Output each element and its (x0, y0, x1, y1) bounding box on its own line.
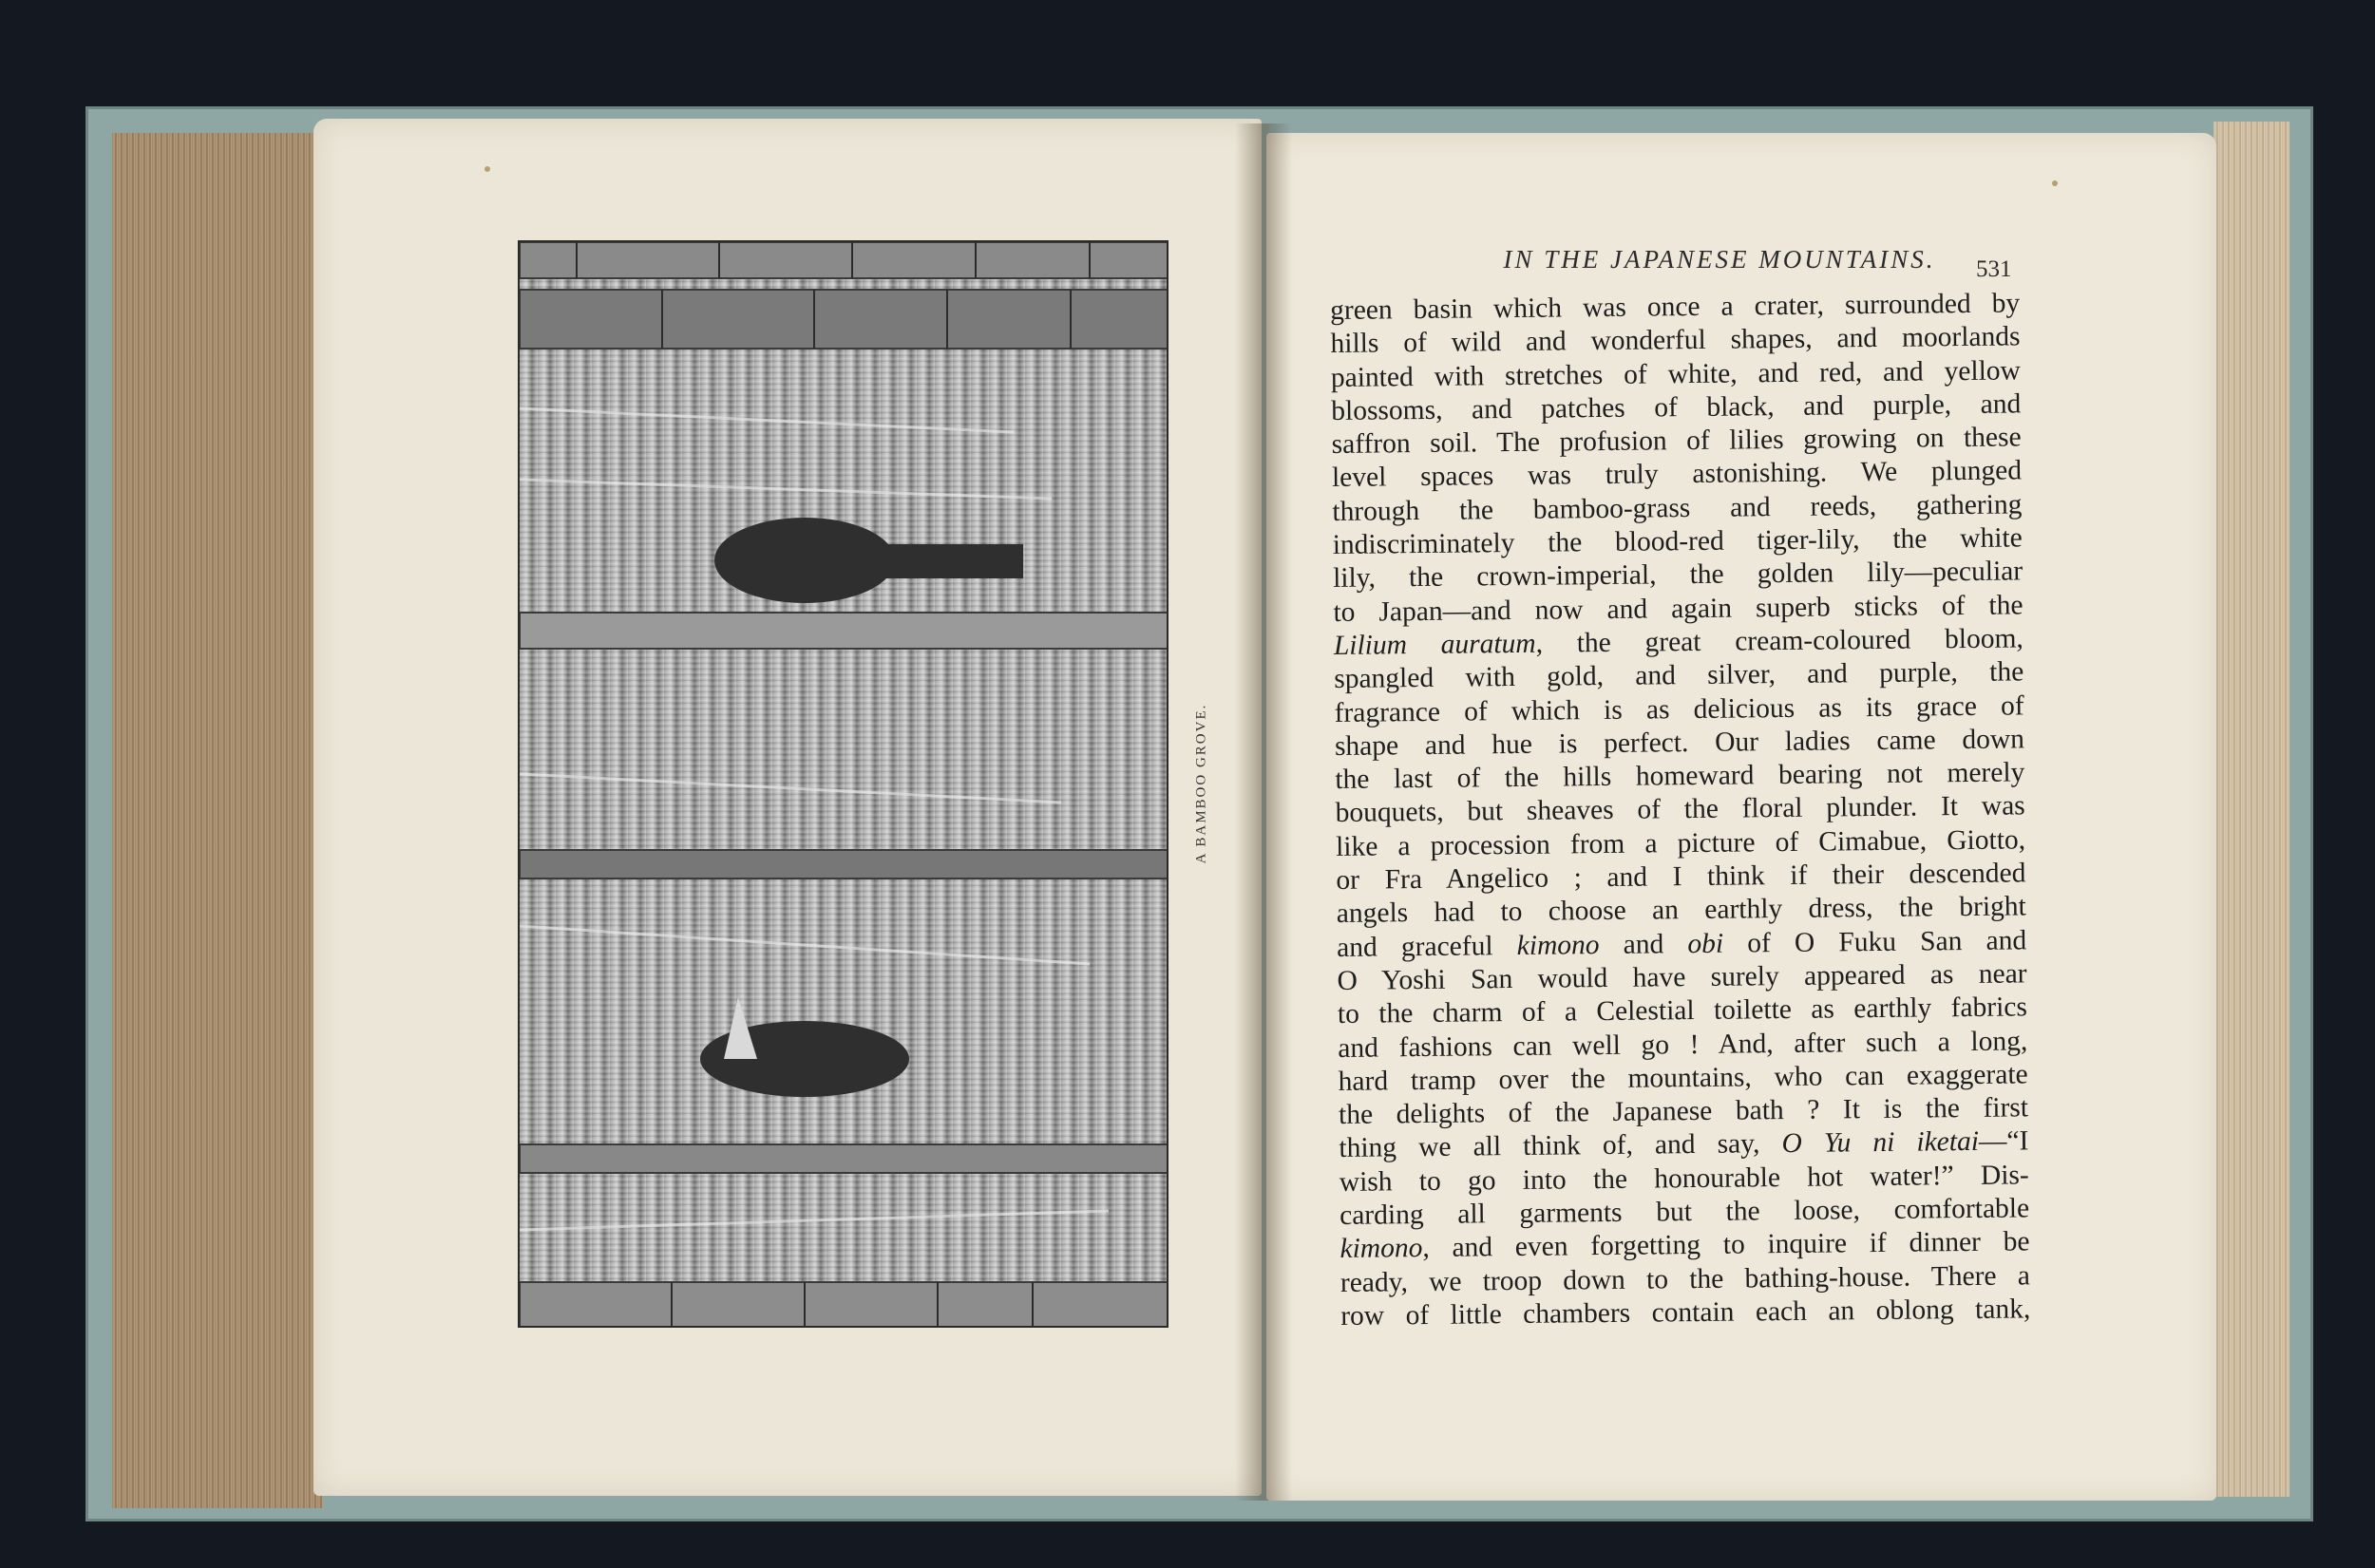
text-run: green basin which was once a crater, surrounded by (1330, 288, 2021, 326)
text-run: the delights of the Japanese bath ? It is the first (1338, 1092, 2029, 1131)
text-run: hard tramp over the mountains, who can exaggerate (1338, 1059, 2028, 1097)
text-run: —“I (1978, 1125, 2029, 1158)
text-run: hills of wild and wonderful shapes, and moorlands (1330, 321, 2021, 360)
text-run: through the bamboo-grass and reeds, gathering (1332, 489, 2023, 527)
text-run: angels had to choose an earthly dress, the bright (1336, 891, 2026, 930)
text-run: and (1599, 928, 1688, 960)
text-run: spangled with gold, and silver, and purple, the (1334, 656, 2024, 695)
italic-phrase: O Yu ni iketai (1781, 1126, 1980, 1160)
text-run: shape and hue is perfect. Our ladies came down (1334, 724, 2025, 762)
text-run: , and even forgetting to inquire if dinner be (1422, 1226, 2030, 1264)
text-run: O Yoshi San would have surely appeared as near (1337, 958, 2027, 996)
text-run: fragrance of which is as delicious as its grace of (1334, 690, 2024, 728)
text-run: carding all garments but the loose, comfortable (1339, 1193, 2030, 1231)
page-number: 531 (1976, 256, 2012, 282)
text-run: row of little chambers contain each an oblong tank, (1340, 1294, 2031, 1332)
text-run: level spaces was truly astonishing. We plunged (1331, 455, 2023, 494)
text-run: thing we all think of, and say, (1339, 1128, 1782, 1164)
text-run: saffron soil. The profusion of lilies growing on these (1331, 422, 2022, 461)
text-run: like a procession from a picture of Cimabue, Giotto, (1335, 824, 2026, 862)
italic-phrase: kimono (1340, 1233, 1423, 1265)
italic-phrase: kimono (1516, 929, 1600, 961)
text-run: ready, we troop down to the bathing-house. There a (1340, 1259, 2031, 1298)
text-run: or Fra Angelico ; and I think if their descended (1336, 858, 2026, 897)
italic-phrase: Lilium auratum (1333, 628, 1536, 661)
text-run: bouquets, but sheaves of the floral plunder. It was (1335, 790, 2025, 829)
page-edges-right (2214, 122, 2290, 1497)
text-run: to the charm of a Celestial toilette as earthly fabrics (1337, 992, 2028, 1030)
text-run: and graceful (1337, 930, 1517, 963)
body-text (1330, 287, 2030, 1333)
text-run: lily, the crown-imperial, the golden lily—peculiar (1332, 556, 2024, 595)
text-run: to Japan—and now and again superb sticks of the (1333, 590, 2024, 628)
page-edges-left (112, 133, 323, 1508)
book-gutter (1235, 123, 1292, 1501)
text-run: the last of the hills homeward bearing not merely (1335, 757, 2025, 796)
text-run: wish to go into the honourable hot water!” Dis- (1339, 1160, 2029, 1198)
text-run: , the great cream-coloured bloom, (1535, 623, 2024, 659)
text-run: painted with stretches of white, and red, and yellow (1330, 354, 2022, 393)
bamboo-grove-photograph (518, 240, 1168, 1328)
text-run: indiscriminately the blood-red tiger-lily, the white (1332, 522, 2023, 561)
photograph-illustration (520, 242, 1168, 1328)
text-run: blossoms, and patches of black, and purple, and (1331, 388, 2022, 426)
foxing-spot (484, 166, 490, 172)
text-run: of O Fuku San and (1722, 925, 2027, 959)
running-head: IN THE JAPANESE MOUNTAINS. (1503, 245, 1936, 274)
foxing-spot (2052, 180, 2058, 186)
italic-phrase: obi (1687, 928, 1724, 959)
text-run: and fashions can well go ! And, after such a long, (1338, 1025, 2028, 1064)
